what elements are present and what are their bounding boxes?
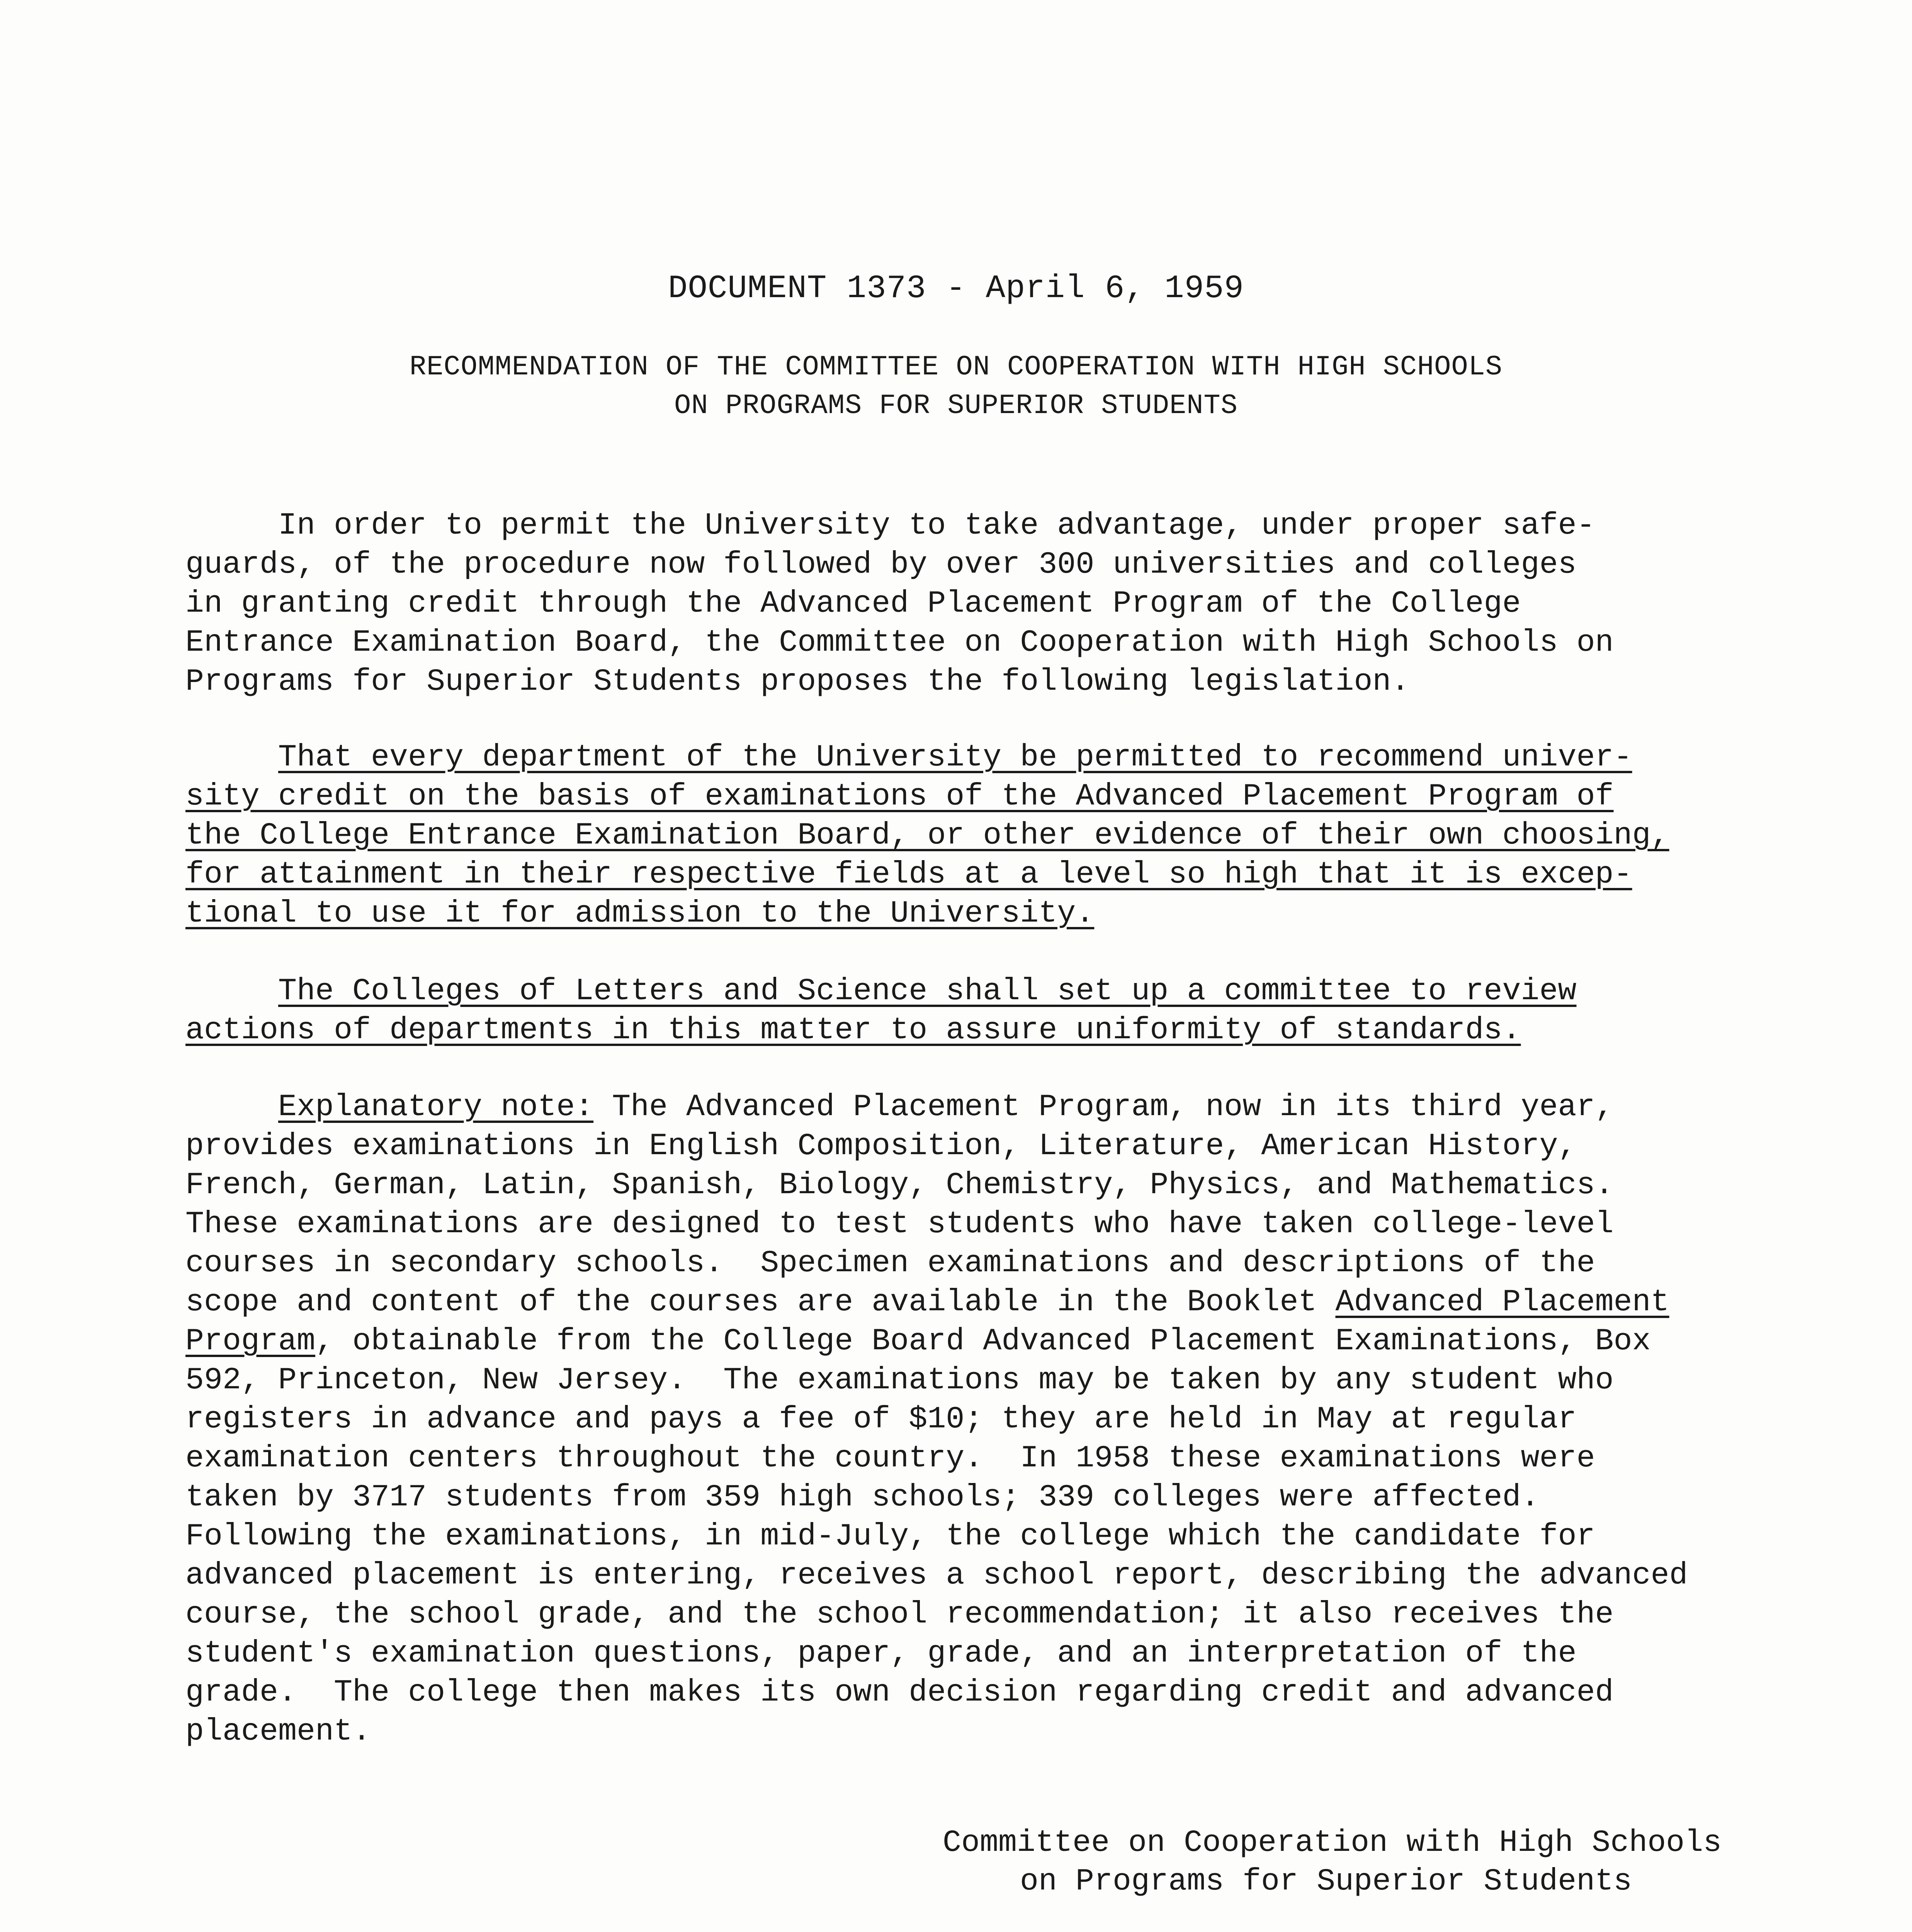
document-heading (0, 348, 1912, 425)
signature-line: Committee on Cooperation with High Schools (943, 1825, 1722, 1861)
paragraph-line: Entrance Examination Board, the Committee on Cooperation with High Schools on (185, 625, 1614, 660)
paragraph-line: , obtainable from the College Board Advanced Placement Examinations, Box (315, 1324, 1651, 1359)
committee-paragraph (185, 972, 1789, 1050)
paragraph-line: These examinations are designed to test students who have taken college-level (185, 1207, 1614, 1242)
heading-line: ON PROGRAMS FOR SUPERIOR STUDENTS (674, 390, 1238, 422)
explanatory-note-label: Explanatory note: (278, 1090, 594, 1125)
paragraph-line: advanced placement is entering, receives a school report, describing the advanced (185, 1558, 1688, 1593)
explanatory-note-paragraph (185, 1088, 1789, 1751)
paragraph-line: registers in advance and pays a fee of $10; they are held in May at regular (185, 1402, 1577, 1437)
paragraph-line: guards, of the procedure now followed by over 300 universities and colleges (185, 547, 1577, 582)
intro-paragraph (185, 506, 1789, 701)
paragraph-line: In order to permit the University to take advantage, under proper safe- (185, 508, 1595, 543)
underlined-line: sity credit on the basis of examinations of the Advanced Placement Program of (185, 779, 1614, 814)
legislation-paragraph (185, 738, 1789, 933)
paragraph-line: Following the examinations, in mid-July, the college which the candidate for (185, 1519, 1595, 1554)
paragraph-line: grade. The college then makes its own decision regarding credit and advanced (185, 1675, 1614, 1710)
underlined-line: tional to use it for admission to the University. (185, 896, 1095, 931)
paragraph-line: student's examination questions, paper, grade, and an interpretation of the (185, 1636, 1577, 1671)
paragraph-line: French, German, Latin, Spanish, Biology, Chemistry, Physics, and Mathematics. (185, 1168, 1614, 1203)
underlined-line: actions of departments in this matter to assure uniformity of standards. (185, 1013, 1521, 1048)
document-title: DOCUMENT 1373 - April 6, 1959 (668, 270, 1244, 307)
underlined-line: for attainment in their respective fields at a level so high that it is excep- (185, 857, 1632, 892)
paragraph-line: 592, Princeton, New Jersey. The examinations may be taken by any student who (185, 1363, 1614, 1398)
paragraph-line: examination centers throughout the country. In 1958 these examinations were (185, 1441, 1595, 1476)
paragraph-line: course, the school grade, and the school recommendation; it also receives the (185, 1597, 1614, 1632)
paragraph-line: scope and content of the courses are available in the Booklet (185, 1285, 1336, 1320)
booklet-title: Advanced Placement (1335, 1285, 1669, 1320)
committee-signature (943, 1824, 1831, 1901)
underlined-line: the College Entrance Examination Board, or other evidence of their own choosing, (185, 818, 1669, 853)
paragraph-line: Programs for Superior Students proposes the following legislation. (185, 664, 1410, 699)
underlined-line: That every department of the University be permitted to recommend univer- (278, 740, 1632, 775)
paragraph-line: The Advanced Placement Program, now in its third year, (593, 1090, 1614, 1125)
underlined-line: The Colleges of Letters and Science shall set up a committee to review (278, 974, 1577, 1009)
heading-line: RECOMMENDATION OF THE COMMITTEE ON COOPERATION WITH HIGH SCHOOLS (409, 351, 1503, 383)
paragraph-line: taken by 3717 students from 359 high schools; 339 colleges were affected. (185, 1480, 1540, 1515)
signature-line: on Programs for Superior Students (1020, 1864, 1632, 1899)
paragraph-line: provides examinations in English Composition, Literature, American History, (185, 1129, 1577, 1164)
paragraph-line: in granting credit through the Advanced Placement Program of the College (185, 586, 1521, 621)
paragraph-line: placement. (185, 1714, 371, 1749)
paragraph-line: courses in secondary schools. Specimen examinations and descriptions of the (185, 1246, 1595, 1281)
booklet-title: Program (185, 1324, 316, 1359)
